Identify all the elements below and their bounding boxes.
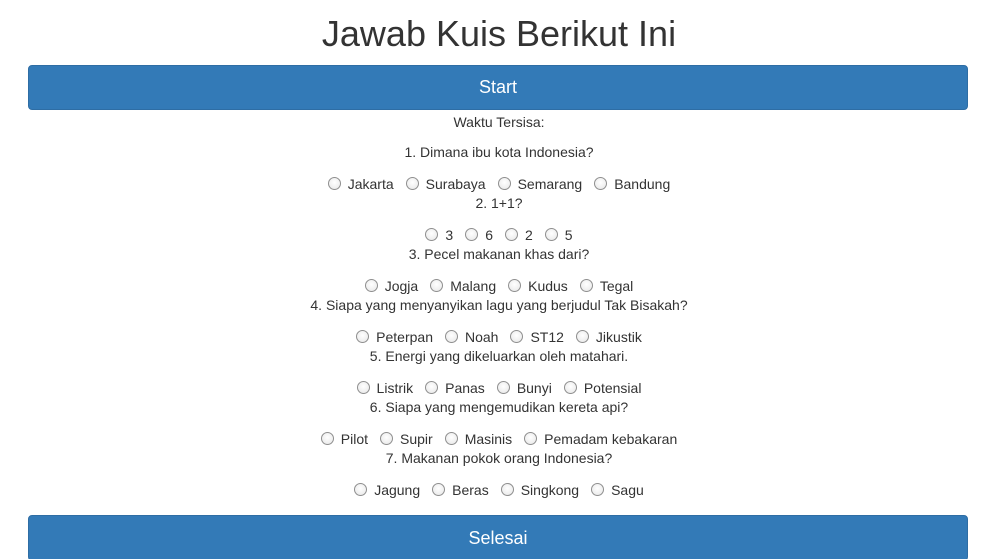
radio-button[interactable] bbox=[501, 483, 514, 496]
radio-button[interactable] bbox=[524, 432, 537, 445]
answer-option[interactable] bbox=[498, 174, 583, 194]
answer-option[interactable] bbox=[508, 276, 568, 296]
option-label: Kudus bbox=[528, 278, 568, 294]
answer-option[interactable] bbox=[406, 174, 486, 194]
option-label: Beras bbox=[452, 482, 489, 498]
question-1 bbox=[0, 143, 998, 194]
radio-button[interactable] bbox=[594, 177, 607, 190]
radio-button[interactable] bbox=[445, 432, 458, 445]
option-label: Noah bbox=[464, 329, 499, 345]
option-label: Singkong bbox=[520, 482, 580, 498]
radio-button[interactable] bbox=[380, 432, 393, 445]
radio-button[interactable] bbox=[510, 330, 523, 343]
option-label: Jakarta bbox=[347, 176, 394, 192]
radio-button[interactable] bbox=[591, 483, 604, 496]
answer-options bbox=[0, 378, 998, 398]
answer-option[interactable] bbox=[524, 429, 677, 449]
answer-option[interactable] bbox=[591, 480, 644, 500]
radio-button[interactable] bbox=[365, 279, 378, 292]
question-4 bbox=[0, 296, 998, 347]
answer-option[interactable] bbox=[510, 327, 563, 347]
answer-option[interactable] bbox=[505, 225, 533, 245]
option-label: Pilot bbox=[340, 431, 368, 447]
question-text: 1. Dimana ibu kota Indonesia? bbox=[404, 144, 594, 160]
answer-option[interactable] bbox=[497, 378, 552, 398]
question-6 bbox=[0, 398, 998, 449]
answer-option[interactable] bbox=[594, 174, 670, 194]
question-text: 5. Energi yang dikeluarkan oleh matahari. bbox=[369, 348, 629, 364]
option-label: Panas bbox=[445, 380, 485, 396]
option-label: Jagung bbox=[374, 482, 421, 498]
page-title: Jawab Kuis Berikut Ini bbox=[321, 13, 677, 54]
radio-button[interactable] bbox=[505, 228, 518, 241]
answer-option[interactable] bbox=[380, 429, 433, 449]
answer-option[interactable] bbox=[328, 174, 394, 194]
option-label: Potensial bbox=[583, 380, 642, 396]
radio-button[interactable] bbox=[357, 381, 370, 394]
radio-button[interactable] bbox=[508, 279, 521, 292]
answer-option[interactable] bbox=[425, 378, 485, 398]
radio-button[interactable] bbox=[406, 177, 419, 190]
option-label: Bunyi bbox=[516, 380, 552, 396]
question-text: 7. Makanan pokok orang Indonesia? bbox=[385, 450, 613, 466]
answer-option[interactable] bbox=[425, 225, 453, 245]
answer-options bbox=[0, 174, 998, 194]
option-label: Semarang bbox=[517, 176, 583, 192]
option-label: Listrik bbox=[376, 380, 414, 396]
answer-option[interactable] bbox=[356, 327, 433, 347]
quiz-questions bbox=[0, 143, 998, 500]
answer-option[interactable] bbox=[321, 429, 368, 449]
question-text: 2. 1+1? bbox=[475, 195, 523, 211]
answer-option[interactable] bbox=[432, 480, 489, 500]
option-label: Jikustik bbox=[595, 329, 642, 345]
radio-button[interactable] bbox=[580, 279, 593, 292]
timer-label: Waktu Tersisa: bbox=[453, 114, 545, 130]
answer-options bbox=[0, 480, 998, 500]
option-label: Sagu bbox=[611, 482, 644, 498]
option-label: 5 bbox=[564, 227, 573, 243]
finish-button[interactable]: Selesai bbox=[28, 515, 968, 559]
answer-option[interactable] bbox=[445, 429, 512, 449]
radio-button[interactable] bbox=[425, 381, 438, 394]
radio-button[interactable] bbox=[354, 483, 367, 496]
answer-option[interactable] bbox=[365, 276, 418, 296]
option-label: 6 bbox=[485, 227, 493, 243]
answer-options bbox=[0, 276, 998, 296]
answer-option[interactable] bbox=[445, 327, 498, 347]
option-label: Surabaya bbox=[425, 176, 486, 192]
radio-button[interactable] bbox=[497, 381, 510, 394]
question-text: 3. Pecel makanan khas dari? bbox=[408, 246, 590, 262]
option-label: 2 bbox=[525, 227, 533, 243]
start-button[interactable]: Start bbox=[28, 65, 968, 110]
answer-option[interactable] bbox=[354, 480, 420, 500]
answer-option[interactable] bbox=[357, 378, 414, 398]
answer-option[interactable] bbox=[545, 225, 573, 245]
radio-button[interactable] bbox=[576, 330, 589, 343]
answer-options bbox=[0, 225, 998, 245]
answer-option[interactable] bbox=[465, 225, 493, 245]
radio-button[interactable] bbox=[321, 432, 334, 445]
option-label: Bandung bbox=[614, 176, 671, 192]
question-3 bbox=[0, 245, 998, 296]
radio-button[interactable] bbox=[356, 330, 369, 343]
question-2 bbox=[0, 194, 998, 245]
question-5 bbox=[0, 347, 998, 398]
option-label: ST12 bbox=[530, 329, 564, 345]
answer-options bbox=[0, 429, 998, 449]
answer-option[interactable] bbox=[430, 276, 496, 296]
option-label: Tegal bbox=[599, 278, 634, 294]
question-7 bbox=[0, 449, 998, 500]
option-label: Peterpan bbox=[376, 329, 433, 345]
radio-button[interactable] bbox=[465, 228, 478, 241]
answer-option[interactable] bbox=[580, 276, 633, 296]
option-label: Malang bbox=[450, 278, 497, 294]
radio-button[interactable] bbox=[432, 483, 445, 496]
radio-button[interactable] bbox=[328, 177, 341, 190]
answer-options bbox=[0, 327, 998, 347]
option-label: 3 bbox=[445, 227, 454, 243]
answer-option[interactable] bbox=[576, 327, 642, 347]
radio-button[interactable] bbox=[425, 228, 438, 241]
question-text: 6. Siapa yang mengemudikan kereta api? bbox=[369, 399, 629, 415]
radio-button[interactable] bbox=[498, 177, 511, 190]
radio-button[interactable] bbox=[564, 381, 577, 394]
option-label: Supir bbox=[400, 431, 433, 447]
radio-button[interactable] bbox=[545, 228, 558, 241]
radio-button[interactable] bbox=[445, 330, 458, 343]
option-label: Masinis bbox=[464, 431, 513, 447]
option-label: Jogja bbox=[384, 278, 419, 294]
answer-option[interactable] bbox=[564, 378, 642, 398]
radio-button[interactable] bbox=[430, 279, 443, 292]
option-label: Pemadam kebakaran bbox=[544, 431, 678, 447]
question-text: 4. Siapa yang menyanyikan lagu yang berjudul Tak Bisakah? bbox=[310, 297, 688, 313]
answer-option[interactable] bbox=[501, 480, 579, 500]
